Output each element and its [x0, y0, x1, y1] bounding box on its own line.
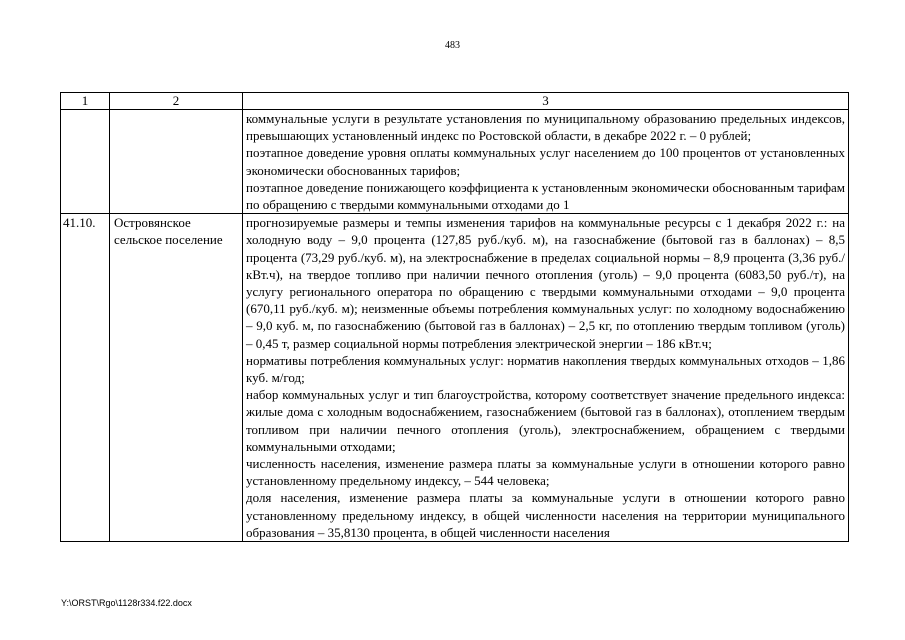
table-row [61, 214, 849, 542]
description-paragraph: прогнозируемые размеры и темпы изменения тарифов на коммунальные ресурсы с 1 декабря 2022 г.: на холодную воду – 9,0 процента (127,85 руб./куб. м), на газоснабжение (бытовой газ в баллонах) – 8,5 процента (73,29 руб./куб. м), на электроснабжение в пределах социальной нормы – 8,9 процента (3,36 руб./кВт.ч), на твердое топливо при наличии печного отопления (уголь) – 9,0 процента (6083,50 руб./т), на услугу регионального оператора по обращению с твердыми коммунальными отходами – 9,0 процента (670,11 руб./куб. м); неизменные объемы потребления коммунальных услуг: по холодному водоснабжению – 9,0 куб. м, по газоснабжению (бытовой газ в баллонах) – 2,5 кг, по отоплению твердым топливом (уголь) – 0,45 т, размер социальной нормы потребления электрической энергии – 186 кВт.ч; [246, 215, 845, 351]
column-header-3: 3 [243, 93, 849, 110]
page-number: 483 [445, 40, 460, 51]
table-header-row [61, 93, 849, 110]
column-header-2: 2 [110, 93, 243, 110]
description-paragraph: поэтапное доведение уровня оплаты коммунальных услуг населением до 100 процентов от установленных экономически обоснованных тарифов; [246, 145, 845, 178]
column-header-1: 1 [61, 93, 110, 110]
description-paragraph: набор коммунальных услуг и тип благоустройства, которому соответствует значение предельного индекса: жилые дома с холодным водоснабжением, газоснабжением (бытовой газ в баллонах), отоплением твердым топливом при наличии печного отопления (уголь), электроснабжением, обращением с твердыми коммунальными отходами; [246, 387, 845, 454]
settlement-name-cell: Островянское сельское поселение [110, 214, 243, 542]
description-paragraph: поэтапное доведение понижающего коэффициента к установленным экономически обоснованным тарифам по обращению с твердыми коммунальными отходами до 1 [246, 179, 845, 213]
document-file-path: Y:\ORST\Rgo\1128r334.f22.docx [61, 598, 192, 608]
description-cell [243, 110, 849, 214]
description-paragraph: коммунальные услуги в результате установления по муниципальному образованию предельных индексов, превышающих установленный индекс по Ростовской области, в декабре 2022 г. – 0 рублей; [246, 111, 845, 144]
description-cell [243, 214, 849, 542]
description-paragraph: численность населения, изменение размера платы за коммунальные услуги в отношении которого равно установленному предельному индексу, – 544 человека; [246, 456, 845, 489]
row-number-cell: 41.10. [61, 214, 110, 542]
settlement-name-cell [110, 110, 243, 214]
table-row [61, 110, 849, 214]
description-paragraph: доля населения, изменение размера платы за коммунальные услуги в отношении которого равно установленному предельному индексу, в общей численности населения на территории муниципального образования – 35,8130 процента, в общей численности населения [246, 490, 845, 540]
row-number-cell [61, 110, 110, 214]
tariff-table [60, 92, 849, 542]
description-paragraph: нормативы потребления коммунальных услуг: норматив накопления твердых коммунальных отходов – 1,86 куб. м/год; [246, 352, 845, 386]
